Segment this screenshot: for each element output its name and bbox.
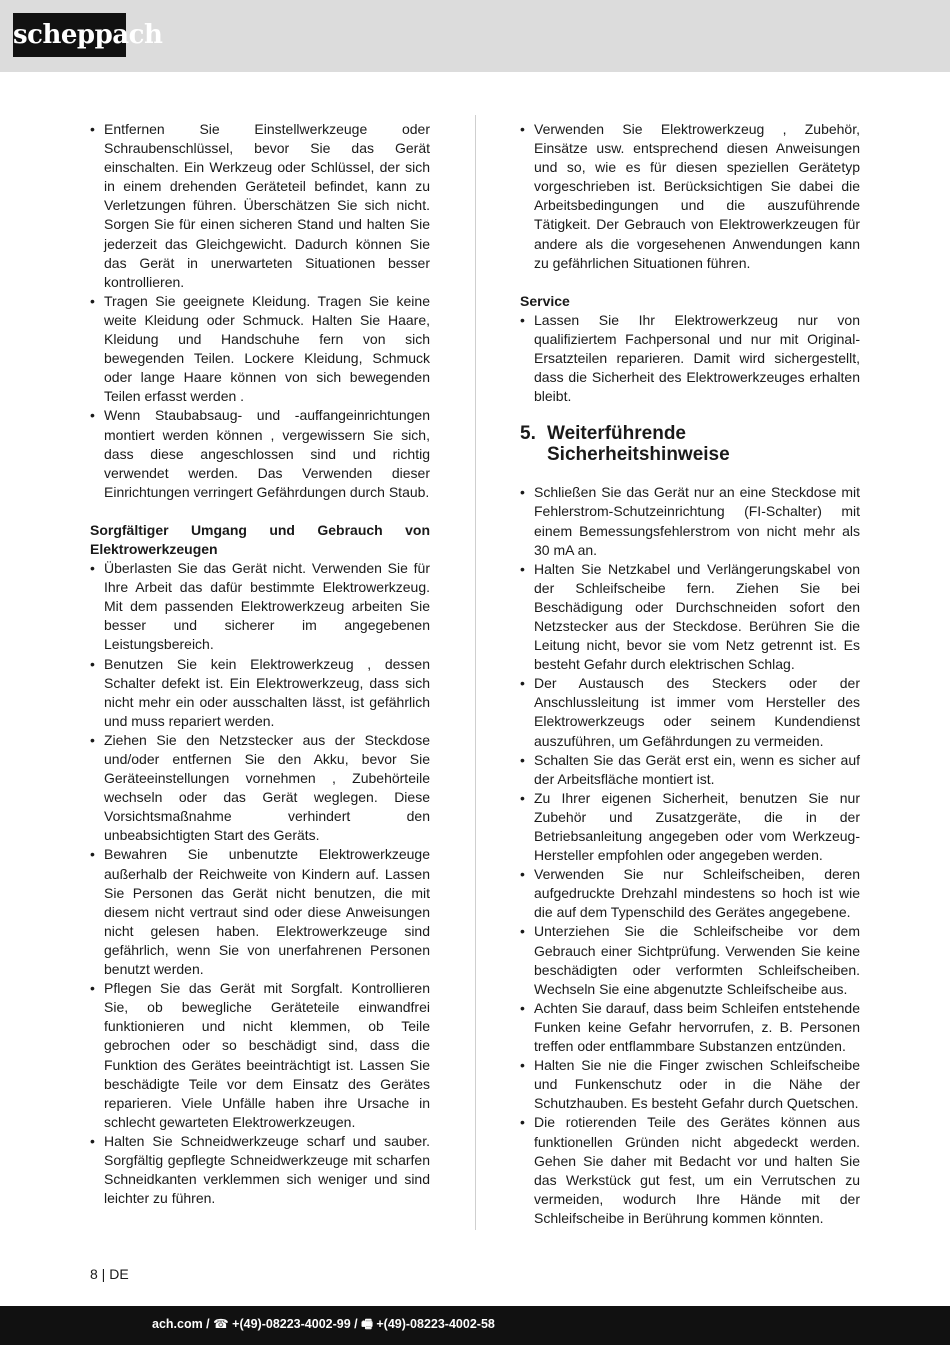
further-safety-list bbox=[520, 483, 860, 1228]
list-item: • Wenn Staubabsaug- und -auffangeinrichtungen montiert werden können , vergewissern Sie sich, dass diese angeschlossen sind und richtig verwendet werden. Das Verwenden dieser Einrichtungen verringert Gefährdungen durch Staub. bbox=[90, 406, 430, 501]
list-item: • Überlasten Sie das Gerät nicht. Verwenden Sie für Ihre Arbeit das dafür bestimmte Elektrowerkzeug. Mit dem passenden Elektrowerkzeug arbeiten Sie besser und sicherer im angegebenen Leistungsbereich. bbox=[90, 559, 430, 654]
list-item: • Unterziehen Sie die Schleifscheibe vor dem Gebrauch einer Sichtprüfung. Verwenden Sie keine beschädigten oder verformten Schleifscheiben. Wechseln Sie eine abgenutzte Schleifscheibe aus. bbox=[520, 922, 860, 998]
list-item: • Halten Sie Netzkabel und Verlängerungskabel von der Schleifscheibe fern. Ziehen Sie bei Beschädigung oder Durchschneiden sofort den Netzstecker aus der Steckdose. Berühren Sie die Leitung nicht, bevor sie vom Netz getrennt ist. Es besteht Gefahr durch elektrischen Schlag. bbox=[520, 560, 860, 675]
page-header bbox=[0, 0, 950, 72]
list-item: • Zu Ihrer eigenen Sicherheit, benutzen Sie nur Zubehör und Zusatzgeräte, die in der Betriebsanleitung angegeben oder vom Werkzeug-Hersteller empfohlen oder angegeben werden. bbox=[520, 789, 860, 865]
list-item: • Der Austausch des Steckers oder der Anschlussleitung ist immer vom Hersteller des Elektrowerkzeugs oder seinem Kundendienst auszuführen, um Gefährdungen zu vermeiden. bbox=[520, 674, 860, 750]
subheading-careful-use: Sorgfältiger Umgang und Gebrauch von Elektrowerkzeugen bbox=[90, 521, 430, 557]
careful-use-list bbox=[90, 559, 430, 1208]
list-item: • Tragen Sie geeignete Kleidung. Tragen Sie keine weite Kleidung oder Schmuck. Halten Sie Haare, Kleidung und Handschuhe fern von sich bewegenden Teilen. Lockere Kleidung, Schmuck oder lange Haare können von sich bewegenden Teilen erfasst werden . bbox=[90, 292, 430, 407]
left-column bbox=[90, 120, 430, 1208]
subheading-service: Service bbox=[520, 292, 570, 309]
brand-logo: scheppach bbox=[13, 13, 126, 57]
list-item: • Verwenden Sie Elektrowerkzeug , Zubehör, Einsätze usw. entsprechend diesen Anweisungen und so, wie es für diesen speziellen Gerätetyp vorgeschrieben ist. Berücksichtigen Sie dabei die Arbeitsbedingungen und die auszuführende Tätigkeit. Der Gebrauch von Elektrowerkzeugen für andere als die vorgesehenen Anwendungen kann zu gefährlichen Situationen führen. bbox=[520, 120, 860, 273]
safety-list-top bbox=[90, 120, 430, 502]
list-item: • Lassen Sie Ihr Elektrowerkzeug nur von qualifiziertem Fachpersonal und nur mit Original-Ersatzteilen reparieren. Damit wird sichergestellt, dass die Sicherheit des Elektrowerkzeuges erhalten bleibt. bbox=[520, 311, 860, 406]
list-item: • Halten Sie Schneidwerkzeuge scharf und sauber. Sorgfältig gepflegte Schneidwerkzeuge mit scharfen Schneidkanten verklemmen sich weniger und sind leichter zu führen. bbox=[90, 1132, 430, 1208]
usage-list bbox=[520, 120, 860, 273]
section-number: 5. bbox=[520, 423, 536, 445]
list-item: • Verwenden Sie nur Schleifscheiben, deren aufgedruckte Drehzahl mindestens so hoch ist wie die auf dem Typenschild des Gerätes angegebene. bbox=[520, 865, 860, 922]
list-item: • Halten Sie nie die Finger zwischen Schleifscheibe und Funkenschutz oder in die Nähe der Schutzhauben. Es besteht Gefahr durch Quetschen. bbox=[520, 1056, 860, 1113]
list-item: • Bewahren Sie unbenutzte Elektrowerkzeuge außerhalb der Reichweite von Kindern auf. Lassen Sie Personen das Gerät nicht benutzen, die mit diesem nicht vertraut sind oder diese Anweisungen nicht gelesen haben. Elektrowerkzeuge sind gefährlich, wenn Sie von unerfahrenen Personen benutzt werden. bbox=[90, 845, 430, 979]
list-item: • Die rotierenden Teile des Gerätes können aus funktionellen Gründen nicht abgedeckt werden. Gehen Sie daher mit Bedacht vor und halten Sie das Werkstück gut fest, um ein Verrutschen zu vermeiden, wodurch Ihre Hände mit der Schleifscheibe in Berührung kommen könnten. bbox=[520, 1113, 860, 1228]
section-title: Weiterführende Sicherheitshinweise bbox=[547, 423, 730, 466]
section-heading bbox=[520, 423, 860, 465]
footer-contact: ach.com / ☎ +(49)-08223-4002-99 / 🖷 +(49)-08223-4002-58 bbox=[152, 1317, 495, 1331]
column-divider bbox=[475, 115, 476, 1230]
page-number: 8 | DE bbox=[90, 1266, 129, 1282]
list-item: • Ziehen Sie den Netzstecker aus der Steckdose und/oder entfernen Sie den Akku, bevor Sie Geräteeinstellungen vornehmen , Zubehörteile wechseln oder das Gerät weglegen. Diese Vorsichtsmaßnahme verhindert den unbeabsichtigten Start des Geräts. bbox=[90, 731, 430, 846]
list-item: • Achten Sie darauf, dass beim Schleifen entstehende Funken keine Gefahr hervorrufen, z. B. Personen treffen oder entflammbare Substanzen entzünden. bbox=[520, 999, 860, 1056]
list-item: • Entfernen Sie Einstellwerkzeuge oder Schraubenschlüssel, bevor Sie das Gerät einschalten. Ein Werkzeug oder Schlüssel, der sich in einem drehenden Geräteteil befindet, kann zu Verletzungen führen. Überschätzen Sie sich nicht. Sorgen Sie für einen sicheren Stand und halten Sie jederzeit das Gleichgewicht. Dadurch können Sie das Gerät in unerwarteten Situationen besser kontrollieren. bbox=[90, 120, 430, 292]
right-column bbox=[520, 120, 860, 1228]
list-item: • Benutzen Sie kein Elektrowerkzeug , dessen Schalter defekt ist. Ein Elektrowerkzeug, dass sich nicht mehr ein oder ausschalten lässt, ist gefährlich und muss repariert werden. bbox=[90, 655, 430, 731]
page-footer bbox=[0, 1306, 950, 1345]
list-item: • Schließen Sie das Gerät nur an eine Steckdose mit Fehlerstrom-Schutzeinrichtung (FI-Schalter) mit einem Bemessungsfehlerstrom von nicht mehr als 30 mA an. bbox=[520, 483, 860, 559]
service-list bbox=[520, 311, 860, 406]
list-item: • Schalten Sie das Gerät erst ein, wenn es sicher auf der Arbeitsfläche montiert ist. bbox=[520, 751, 860, 789]
list-item: • Pflegen Sie das Gerät mit Sorgfalt. Kontrollieren Sie, ob bewegliche Geräteteile einwandfrei funktionieren und nicht klemmen, ob Teile gebrochen oder so beschädigt sind, dass die Funktion des Gerätes beeinträchtigt ist. Lassen Sie beschädigte Teile vor dem Einsatz des Gerätes reparieren. Viele Unfälle haben ihre Ursache in schlecht gewarteten Elektrowerkzeugen. bbox=[90, 979, 430, 1132]
